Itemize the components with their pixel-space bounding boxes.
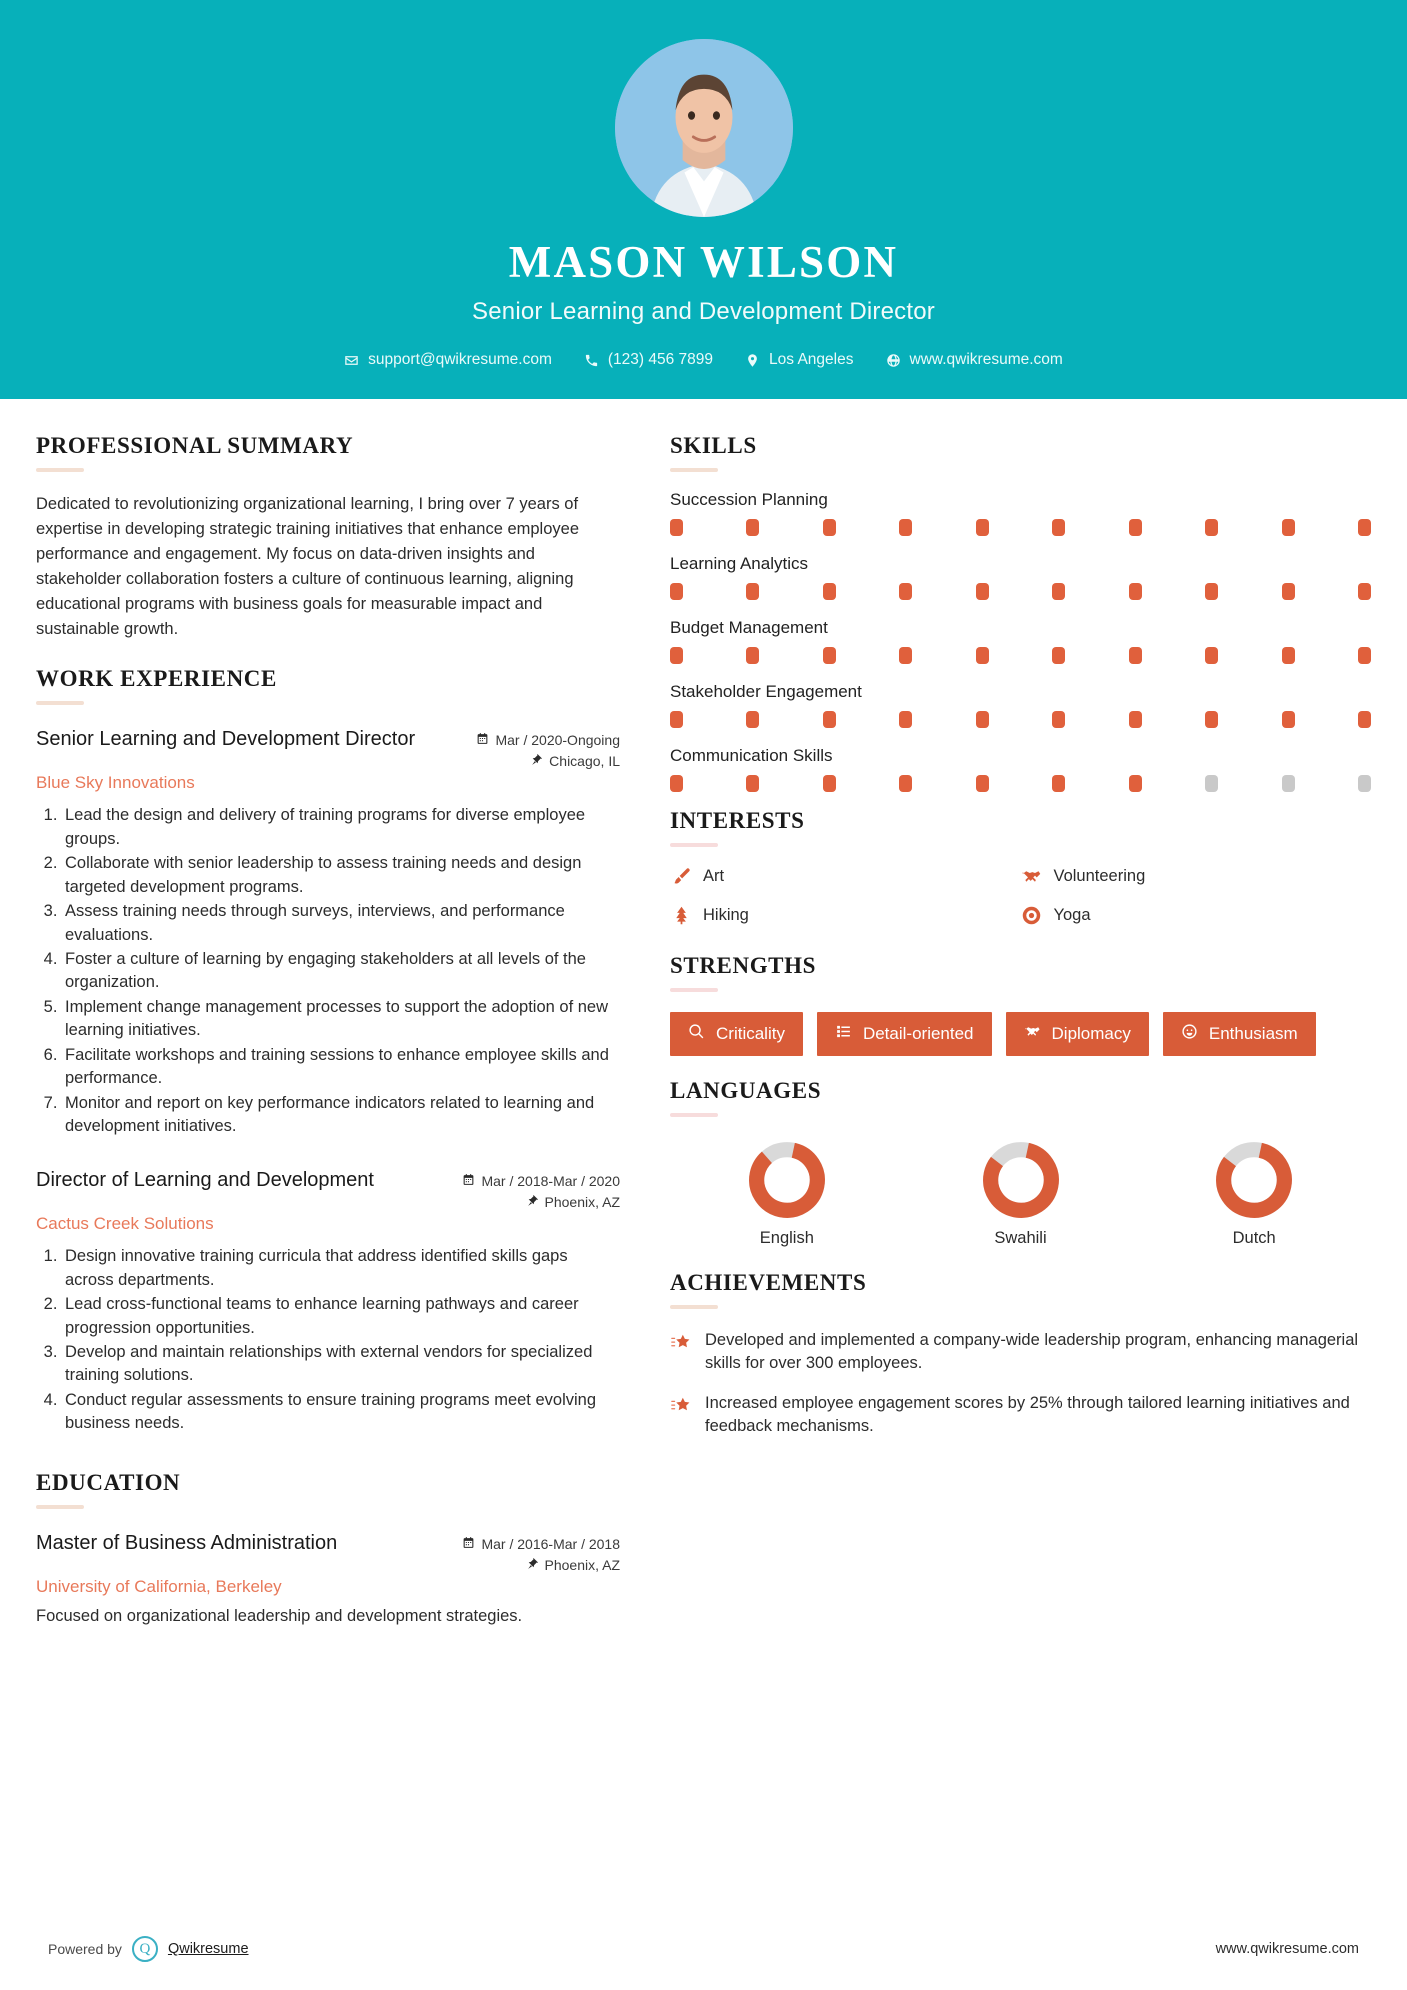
section-skills xyxy=(670,433,1371,792)
avatar xyxy=(615,39,793,217)
handshake-icon xyxy=(1021,865,1043,887)
job-bullets xyxy=(36,804,620,1138)
contact-phone[interactable] xyxy=(568,351,729,369)
contact-location xyxy=(729,351,869,369)
strength-badge xyxy=(1006,1012,1149,1056)
rating-dot xyxy=(823,583,836,600)
pushpin-icon xyxy=(530,753,543,769)
job-dates: Mar / 2018-Mar / 2020 xyxy=(481,1173,620,1190)
education-dates-row xyxy=(462,1536,620,1552)
languages-heading: LANGUAGES xyxy=(670,1078,822,1103)
skill-rating xyxy=(670,711,1371,728)
skill-name: Stakeholder Engagement xyxy=(670,682,862,701)
education-description: Focused on organizational leadership and development strategies. xyxy=(36,1606,523,1625)
job-bullets xyxy=(36,1245,620,1435)
job-entry xyxy=(36,727,620,1138)
contact-location-text: Los Angeles xyxy=(769,351,854,369)
education-heading: EDUCATION xyxy=(36,1469,181,1495)
rating-dot xyxy=(899,583,912,600)
rating-dot xyxy=(899,711,912,728)
job-dates-row xyxy=(462,1173,620,1189)
education-dates: Mar / 2016-Mar / 2018 xyxy=(481,1535,620,1552)
skill-rating xyxy=(670,775,1371,792)
skill-item xyxy=(670,682,1371,728)
right-column xyxy=(636,399,1371,1629)
skill-name: Succession Planning xyxy=(670,490,828,509)
section-divider xyxy=(36,1505,84,1509)
skill-item xyxy=(670,746,1371,792)
list-item: 1. Lead the design and delivery of training programs for diverse employee groups. xyxy=(62,804,620,851)
strength-label: Diplomacy xyxy=(1051,1024,1131,1043)
education-location: Phoenix, AZ xyxy=(544,1556,620,1573)
rating-dot xyxy=(1129,519,1142,536)
achievement-item xyxy=(670,1329,1371,1376)
list-item: 6. Facilitate workshops and training sessions to enhance employee skills and performance. xyxy=(62,1044,620,1091)
magnifier-icon xyxy=(688,1023,705,1045)
calendar-icon xyxy=(476,732,489,748)
rating-dot xyxy=(823,647,836,664)
experience-heading: WORK EXPERIENCE xyxy=(36,666,277,692)
skill-item xyxy=(670,490,1371,536)
interest-item xyxy=(670,865,1021,887)
rating-dot xyxy=(899,775,912,792)
job-location: Chicago, IL xyxy=(549,753,620,770)
resume-header xyxy=(0,0,1407,399)
rating-dot xyxy=(1205,583,1218,600)
skill-rating xyxy=(670,519,1371,536)
language-label: Dutch xyxy=(1232,1229,1276,1247)
list-item: 4. Conduct regular assessments to ensure training programs meet evolving business needs. xyxy=(62,1389,620,1436)
job-location-row xyxy=(476,753,620,769)
rating-dot xyxy=(1358,647,1371,664)
language-label: English xyxy=(759,1229,814,1247)
language-donut-chart xyxy=(748,1141,826,1219)
envelope-icon xyxy=(344,353,359,368)
contact-row xyxy=(328,351,1079,369)
achievements-list xyxy=(670,1329,1371,1439)
job-role: Senior Learning and Development Director xyxy=(36,728,416,751)
achievements-heading: ACHIEVEMENTS xyxy=(670,1270,867,1295)
rating-dot xyxy=(1129,647,1142,664)
rating-dot xyxy=(1358,775,1371,792)
skill-name: Learning Analytics xyxy=(670,554,808,573)
page-title: MASON WILSON xyxy=(508,237,899,287)
rating-dot xyxy=(899,519,912,536)
skills-heading: SKILLS xyxy=(670,433,757,458)
rating-dot xyxy=(1282,711,1295,728)
skill-item xyxy=(670,554,1371,600)
rating-dot xyxy=(1052,583,1065,600)
achievement-item xyxy=(670,1392,1371,1439)
rating-dot xyxy=(823,775,836,792)
interest-item xyxy=(1021,904,1372,926)
paintbrush-icon xyxy=(670,865,692,887)
rating-dot xyxy=(670,775,683,792)
list-item: 2. Lead cross-functional teams to enhance learning pathways and career progression opportunities. xyxy=(62,1293,620,1340)
languages-list xyxy=(670,1141,1371,1248)
rating-dot xyxy=(746,775,759,792)
job-company: Cactus Creek Solutions xyxy=(36,1214,214,1234)
rating-dot xyxy=(670,647,683,664)
handshake-icon xyxy=(1024,1023,1041,1045)
strength-badge xyxy=(670,1012,803,1056)
rating-dot xyxy=(823,711,836,728)
location-pin-icon xyxy=(745,353,760,368)
phone-icon xyxy=(584,353,599,368)
job-role: Director of Learning and Development xyxy=(36,1169,374,1192)
job-location: Phoenix, AZ xyxy=(544,1194,620,1211)
rating-dot xyxy=(670,583,683,600)
education-entry xyxy=(36,1531,620,1629)
powered-by xyxy=(48,1936,249,1962)
language-donut-chart xyxy=(1215,1141,1293,1219)
contact-website[interactable] xyxy=(870,351,1079,369)
language-label: Swahili xyxy=(994,1229,1047,1247)
rating-dot xyxy=(1282,775,1295,792)
skill-name: Communication Skills xyxy=(670,746,833,765)
job-meta xyxy=(476,727,620,769)
section-divider xyxy=(36,701,84,705)
list-item: 4. Foster a culture of learning by engaging stakeholders at all levels of the organization. xyxy=(62,948,620,995)
rating-dot xyxy=(1205,711,1218,728)
section-divider xyxy=(670,843,718,847)
rating-dot xyxy=(1052,647,1065,664)
education-location-row xyxy=(462,1557,620,1573)
pushpin-icon xyxy=(526,1557,539,1573)
rating-dot xyxy=(1052,711,1065,728)
rating-dot xyxy=(1282,583,1295,600)
section-divider xyxy=(36,468,84,472)
rating-dot xyxy=(1205,519,1218,536)
rating-dot xyxy=(899,647,912,664)
rating-dot xyxy=(1052,519,1065,536)
list-item: 7. Monitor and report on key performance indicators related to learning and development initiatives. xyxy=(62,1092,620,1139)
rating-dot xyxy=(746,583,759,600)
education-school: University of California, Berkeley xyxy=(36,1576,282,1596)
education-meta xyxy=(462,1531,620,1573)
skill-rating xyxy=(670,647,1371,664)
interest-label: Yoga xyxy=(1053,905,1091,924)
skill-name: Budget Management xyxy=(670,618,828,637)
list-item: 3. Assess training needs through surveys, interviews, and performance evaluations. xyxy=(62,900,620,947)
avatar-photo-icon xyxy=(615,39,793,217)
section-work-experience xyxy=(36,666,620,1435)
rating-dot xyxy=(746,519,759,536)
interest-label: Art xyxy=(703,866,725,885)
rating-dot xyxy=(746,711,759,728)
list-item: 1. Design innovative training curricula that address identified skills gaps across departments. xyxy=(62,1245,620,1292)
strength-badge xyxy=(1163,1012,1316,1056)
skills-list xyxy=(670,490,1371,792)
rating-dot xyxy=(670,519,683,536)
left-column xyxy=(36,399,636,1629)
language-item xyxy=(670,1141,904,1248)
interest-item xyxy=(1021,865,1372,887)
rating-dot xyxy=(1358,711,1371,728)
list-item: 3. Develop and maintain relationships with external vendors for specialized training solutions. xyxy=(62,1341,620,1388)
list-item: 5. Implement change management processes to support the adoption of new learning initiatives. xyxy=(62,996,620,1043)
calendar-icon xyxy=(462,1173,475,1189)
rating-dot xyxy=(976,711,989,728)
skill-rating xyxy=(670,583,1371,600)
footer-website: www.qwikresume.com xyxy=(1215,1941,1359,1957)
summary-text: Dedicated to revolutionizing organizational learning, I bring over 7 years of expertise in developing strategic training initiatives that enhance employee performance and engagement. My focus on data-driven insights and stakeholder collaboration fosters a culture of continuous learning, aligning educational programs with business goals for measurable impact and sustainable growth. xyxy=(36,495,579,639)
tree-icon xyxy=(670,904,692,926)
contact-email[interactable] xyxy=(328,351,568,369)
list-item: 2. Collaborate with senior leadership to assess training needs and design targeted development programs. xyxy=(62,852,620,899)
contact-website-text: www.qwikresume.com xyxy=(909,351,1063,369)
globe-icon xyxy=(886,353,901,368)
rating-dot xyxy=(1129,711,1142,728)
section-divider xyxy=(670,1305,718,1309)
powered-by-label: Powered by xyxy=(48,1941,122,1957)
contact-phone-text: (123) 456 7899 xyxy=(607,351,714,369)
language-item xyxy=(904,1141,1138,1248)
job-dates: Mar / 2020-Ongoing xyxy=(495,732,620,749)
rating-dot xyxy=(1205,647,1218,664)
section-achievements xyxy=(670,1270,1371,1439)
strength-label: Enthusiasm xyxy=(1208,1024,1298,1043)
strengths-heading: STRENGTHS xyxy=(670,953,817,978)
interests-heading: INTERESTS xyxy=(670,808,805,833)
pushpin-icon xyxy=(526,1194,539,1210)
interest-label: Hiking xyxy=(703,905,749,924)
qwikresume-link[interactable]: Qwikresume xyxy=(167,1941,249,1957)
rating-dot xyxy=(1052,775,1065,792)
star-burst-icon xyxy=(670,1392,692,1414)
lifebuoy-icon xyxy=(1021,904,1043,926)
rating-dot xyxy=(670,711,683,728)
section-education xyxy=(36,1470,620,1629)
job-location-row xyxy=(462,1194,620,1210)
smiley-icon xyxy=(1181,1023,1198,1045)
rating-dot xyxy=(976,519,989,536)
interest-label: Volunteering xyxy=(1053,866,1146,885)
interest-item xyxy=(670,904,1021,926)
rating-dot xyxy=(976,583,989,600)
footer xyxy=(0,1936,1407,1990)
resume-body xyxy=(0,399,1407,1629)
strength-label: Detail-oriented xyxy=(862,1024,974,1043)
rating-dot xyxy=(1129,583,1142,600)
rating-dot xyxy=(746,647,759,664)
strengths-list xyxy=(670,1012,1371,1056)
section-strengths xyxy=(670,953,1371,1056)
section-languages xyxy=(670,1078,1371,1248)
rating-dot xyxy=(1282,519,1295,536)
section-interests xyxy=(670,808,1371,943)
strength-badge xyxy=(817,1012,992,1056)
education-degree: Master of Business Administration xyxy=(36,1531,338,1554)
strength-label: Criticality xyxy=(716,1024,785,1043)
section-divider xyxy=(670,988,718,992)
qwikresume-logo-icon: Q xyxy=(132,1936,158,1962)
job-entry xyxy=(36,1168,620,1435)
achievement-text: Developed and implemented a company-wide leadership program, enhancing managerial skills for over 300 employees. xyxy=(705,1331,1359,1373)
contact-email-text: support@qwikresume.com xyxy=(368,351,552,369)
list-icon xyxy=(835,1023,852,1045)
language-item xyxy=(1137,1141,1371,1248)
section-divider xyxy=(670,468,718,472)
header-job-title: Senior Learning and Development Director xyxy=(472,298,935,326)
rating-dot xyxy=(1205,775,1218,792)
rating-dot xyxy=(976,647,989,664)
section-divider xyxy=(670,1113,718,1117)
language-donut-chart xyxy=(982,1141,1060,1219)
summary-heading: PROFESSIONAL SUMMARY xyxy=(36,433,354,458)
rating-dot xyxy=(1129,775,1142,792)
job-company: Blue Sky Innovations xyxy=(36,773,195,793)
calendar-icon xyxy=(462,1536,475,1552)
star-burst-icon xyxy=(670,1329,692,1351)
section-professional-summary xyxy=(36,433,620,642)
rating-dot xyxy=(1358,519,1371,536)
rating-dot xyxy=(1358,583,1371,600)
achievement-text: Increased employee engagement scores by 25% through tailored learning initiatives and feedback mechanisms. xyxy=(705,1393,1350,1436)
interests-list xyxy=(670,865,1371,943)
rating-dot xyxy=(823,519,836,536)
skill-item xyxy=(670,618,1371,664)
rating-dot xyxy=(1282,647,1295,664)
job-meta xyxy=(462,1168,620,1210)
rating-dot xyxy=(976,775,989,792)
job-dates-row xyxy=(476,732,620,748)
